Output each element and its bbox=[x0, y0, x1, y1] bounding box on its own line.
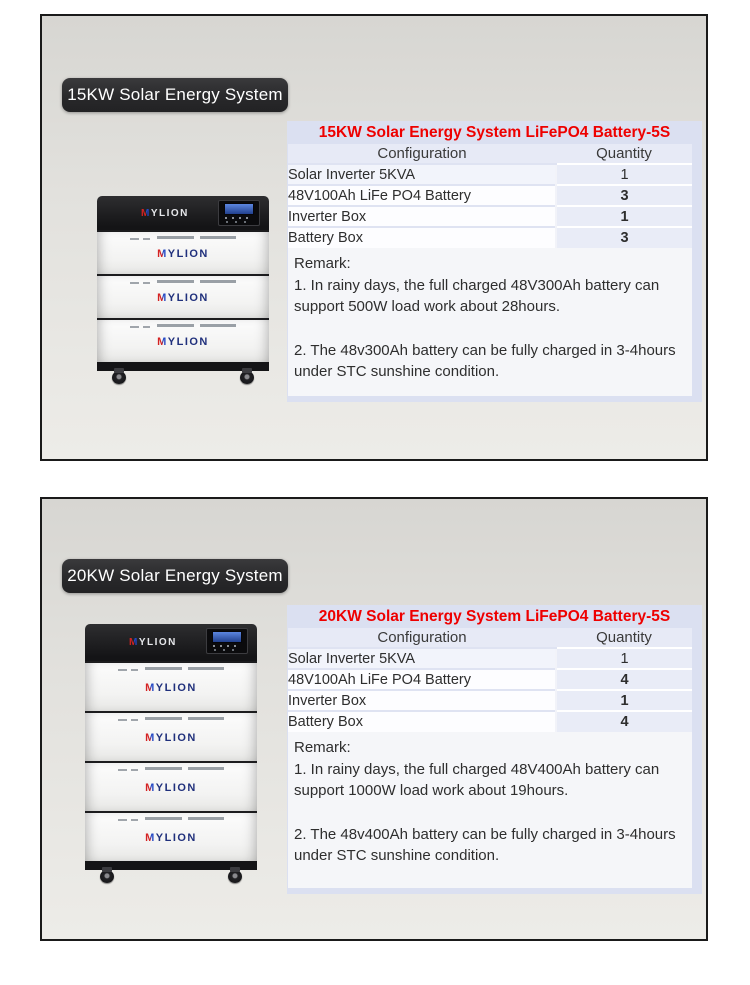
brand-rest: YLION bbox=[138, 637, 177, 648]
brand-logo bbox=[145, 832, 197, 844]
brand-logo bbox=[145, 732, 197, 744]
battery-modules bbox=[85, 661, 257, 861]
remark-label: Remark: bbox=[294, 255, 351, 272]
quantity-cell: 3 bbox=[556, 185, 692, 206]
brand-initial: M bbox=[157, 336, 168, 348]
config-cell: Battery Box bbox=[288, 711, 556, 732]
brand-logo bbox=[129, 637, 177, 648]
table-row bbox=[288, 669, 692, 690]
remark-paragraph: 1. In rainy days, the full charged 48V400Ah battery can support 1000W load work about 19hours. bbox=[294, 760, 660, 799]
module-vents-icon bbox=[130, 323, 236, 329]
table-row bbox=[288, 690, 692, 711]
table-title: 15KW Solar Energy System LiFePO4 Battery-5S bbox=[318, 124, 671, 141]
battery-module bbox=[85, 761, 257, 811]
config-cell: 48V100Ah LiFe PO4 Battery bbox=[288, 185, 556, 206]
display-screen-icon bbox=[212, 631, 242, 643]
brand-rest: YLION bbox=[167, 292, 209, 304]
brand-rest: YLION bbox=[155, 682, 197, 694]
inverter-unit bbox=[85, 624, 257, 661]
section-badge bbox=[62, 78, 288, 112]
product-card-15kw bbox=[40, 14, 708, 461]
display-screen-icon bbox=[224, 203, 254, 215]
config-cell: Inverter Box bbox=[288, 690, 556, 711]
caster-wheels bbox=[97, 371, 269, 388]
spec-table bbox=[288, 144, 692, 248]
table-title: 20KW Solar Energy System LiFePO4 Battery-5S bbox=[318, 608, 671, 625]
config-header: Configuration bbox=[288, 144, 556, 164]
remark-paragraph: 1. In rainy days, the full charged 48V300Ah battery can support 500W load work about 28hours. bbox=[294, 276, 660, 315]
brand-logo bbox=[141, 208, 189, 219]
quantity-header: Quantity bbox=[556, 144, 692, 164]
module-vents-icon bbox=[118, 766, 224, 772]
spec-panel bbox=[287, 121, 702, 402]
remark-paragraph: 2. The 48v300Ah battery can be fully charged in 3-4hours under STC sunshine condition. bbox=[294, 341, 676, 380]
brand-rest: YLION bbox=[155, 782, 197, 794]
section-badge bbox=[62, 559, 288, 593]
header-row bbox=[288, 144, 692, 164]
brand-rest: YLION bbox=[167, 248, 209, 260]
brand-initial: M bbox=[145, 832, 156, 844]
module-vents-icon bbox=[118, 716, 224, 722]
table-row bbox=[288, 185, 692, 206]
badge-label: 15KW Solar Energy System bbox=[67, 85, 283, 104]
remark-box bbox=[288, 248, 692, 396]
module-vents-icon bbox=[130, 279, 236, 285]
product-card-20kw bbox=[40, 497, 708, 941]
quantity-cell: 1 bbox=[556, 648, 692, 669]
battery-modules bbox=[97, 230, 269, 362]
config-cell: Solar Inverter 5KVA bbox=[288, 164, 556, 185]
brand-rest: YLION bbox=[167, 336, 209, 348]
inverter-display bbox=[206, 628, 248, 654]
brand-initial: M bbox=[145, 732, 156, 744]
quantity-cell: 1 bbox=[556, 690, 692, 711]
quantity-header: Quantity bbox=[556, 628, 692, 648]
brand-logo bbox=[157, 336, 209, 348]
config-cell: Inverter Box bbox=[288, 206, 556, 227]
table-row bbox=[288, 648, 692, 669]
module-vents-icon bbox=[118, 816, 224, 822]
table-row bbox=[288, 206, 692, 227]
remark-paragraph: 2. The 48v400Ah battery can be fully charged in 3-4hours under STC sunshine condition. bbox=[294, 825, 676, 864]
caster-wheels bbox=[85, 870, 257, 887]
module-vents-icon bbox=[130, 235, 236, 241]
battery-module bbox=[85, 661, 257, 711]
module-vents-icon bbox=[118, 666, 224, 672]
brand-rest: YLION bbox=[155, 832, 197, 844]
brand-rest: YLION bbox=[155, 732, 197, 744]
brand-logo bbox=[145, 782, 197, 794]
table-row bbox=[288, 164, 692, 185]
product-image bbox=[85, 624, 257, 887]
spec-table bbox=[288, 628, 692, 732]
quantity-cell: 4 bbox=[556, 669, 692, 690]
battery-module bbox=[97, 274, 269, 318]
config-cell: Battery Box bbox=[288, 227, 556, 248]
battery-module bbox=[97, 230, 269, 274]
display-buttons-icon bbox=[225, 217, 253, 223]
brand-logo bbox=[145, 682, 197, 694]
wheel-icon bbox=[228, 870, 242, 883]
remark-label: Remark: bbox=[294, 739, 351, 756]
inverter-unit bbox=[97, 196, 269, 230]
brand-rest: YLION bbox=[150, 207, 189, 219]
header-row bbox=[288, 628, 692, 648]
remark-box bbox=[288, 732, 692, 888]
product-image bbox=[97, 196, 269, 388]
brand-initial: M bbox=[145, 782, 156, 794]
quantity-cell: 1 bbox=[556, 206, 692, 227]
table-row bbox=[288, 227, 692, 248]
wheel-icon bbox=[112, 371, 126, 384]
table-row bbox=[288, 711, 692, 732]
wheel-icon bbox=[100, 870, 114, 883]
config-header: Configuration bbox=[288, 628, 556, 648]
brand-initial: M bbox=[157, 248, 168, 260]
spec-panel bbox=[287, 605, 702, 894]
brand-initial: M bbox=[129, 637, 139, 648]
badge-label: 20KW Solar Energy System bbox=[67, 566, 283, 585]
battery-module bbox=[85, 811, 257, 861]
inverter-display bbox=[218, 200, 260, 226]
brand-initial: M bbox=[141, 207, 151, 219]
quantity-cell: 4 bbox=[556, 711, 692, 732]
config-cell: Solar Inverter 5KVA bbox=[288, 648, 556, 669]
quantity-cell: 1 bbox=[556, 164, 692, 185]
brand-initial: M bbox=[157, 292, 168, 304]
config-cell: 48V100Ah LiFe PO4 Battery bbox=[288, 669, 556, 690]
battery-module bbox=[97, 318, 269, 362]
brand-initial: M bbox=[145, 682, 156, 694]
wheel-icon bbox=[240, 371, 254, 384]
display-buttons-icon bbox=[213, 645, 241, 651]
brand-logo bbox=[157, 248, 209, 260]
brand-logo bbox=[157, 292, 209, 304]
battery-module bbox=[85, 711, 257, 761]
quantity-cell: 3 bbox=[556, 227, 692, 248]
